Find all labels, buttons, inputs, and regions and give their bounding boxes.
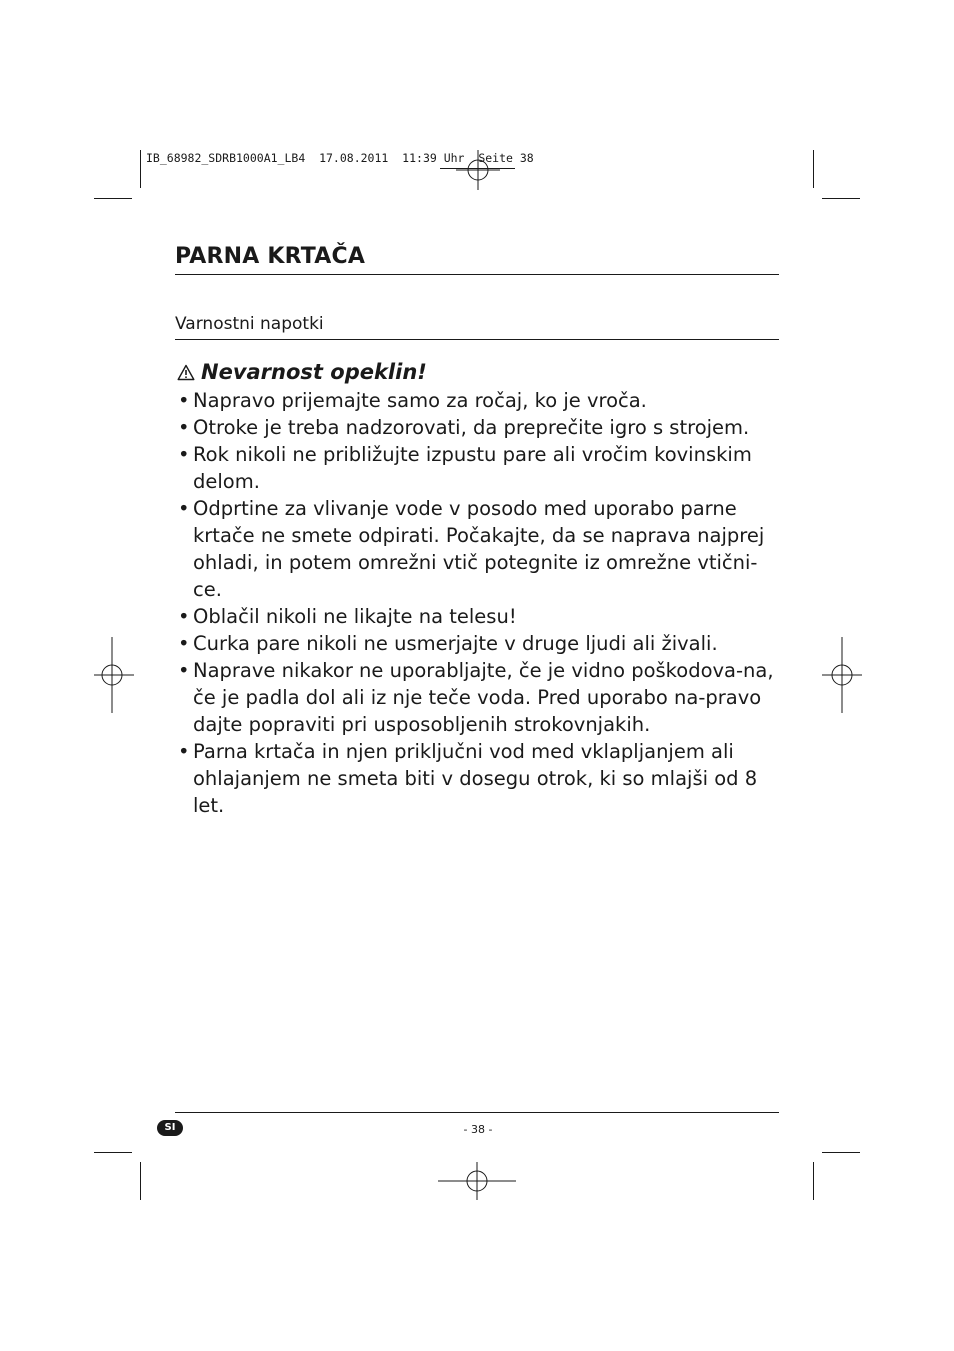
safety-list — [175, 387, 779, 819]
list-item: • Odprtine za vlivanje vode v posodo med uporabo parne krtače ne smete odpirati. Počakajte, da se naprava najprej ohladi, in potem omrežni vtič potegnite iz omrežne vtični-ce. — [175, 495, 779, 603]
page-number: - 38 - — [463, 1123, 493, 1136]
list-item: • Curka pare nikoli ne usmerjajte v druge ljudi ali živali. — [175, 630, 779, 657]
warning-heading-text: Nevarnost opeklin! — [201, 360, 427, 384]
registration-mark-icon — [456, 150, 500, 190]
crop-mark — [140, 150, 141, 188]
crop-mark — [140, 1162, 141, 1200]
crop-mark — [94, 1152, 132, 1153]
language-badge: SI — [157, 1120, 183, 1136]
list-item: • Parna krtača in njen priključni vod med vklapljanjem ali ohlajanjem ne smeta biti v dosegu otrok, ki so mlajši od 8 let. — [175, 738, 779, 819]
crop-mark — [813, 150, 814, 188]
section-subtitle: Varnostni napotki — [175, 314, 324, 334]
slug-line: IB_68982_SDRB1000A1_LB4 17.08.2011 11:39 Uhr Seite 38 — [146, 151, 534, 165]
registration-mark-icon — [94, 637, 134, 713]
footer-rule — [175, 1112, 779, 1113]
warning-triangle-icon — [177, 364, 195, 381]
subtitle-rule — [175, 339, 779, 340]
page-title: PARNA KRTAČA — [175, 244, 366, 269]
list-item: • Rok nikoli ne približujte izpustu pare ali vročim kovinskim delom. — [175, 441, 779, 495]
list-item: • Otroke je treba nadzorovati, da preprečite igro s strojem. — [175, 414, 779, 441]
registration-mark-icon — [822, 637, 862, 713]
registration-mark-icon — [438, 1162, 516, 1200]
title-rule — [175, 274, 779, 275]
crop-mark — [822, 1152, 860, 1153]
crop-mark — [94, 198, 132, 199]
list-item: • Oblačil nikoli ne likajte na telesu! — [175, 603, 779, 630]
list-item: • Napravo prijemajte samo za ročaj, ko je vroča. — [175, 387, 779, 414]
crop-mark — [822, 198, 860, 199]
crop-mark — [813, 1162, 814, 1200]
list-item: • Naprave nikakor ne uporabljajte, če je vidno poškodova-na, če je padla dol ali iz nje teče voda. Pred uporabo na-pravo dajte popraviti pri usposobljenih strokovnjakih. — [175, 657, 779, 738]
warning-heading — [177, 360, 427, 384]
